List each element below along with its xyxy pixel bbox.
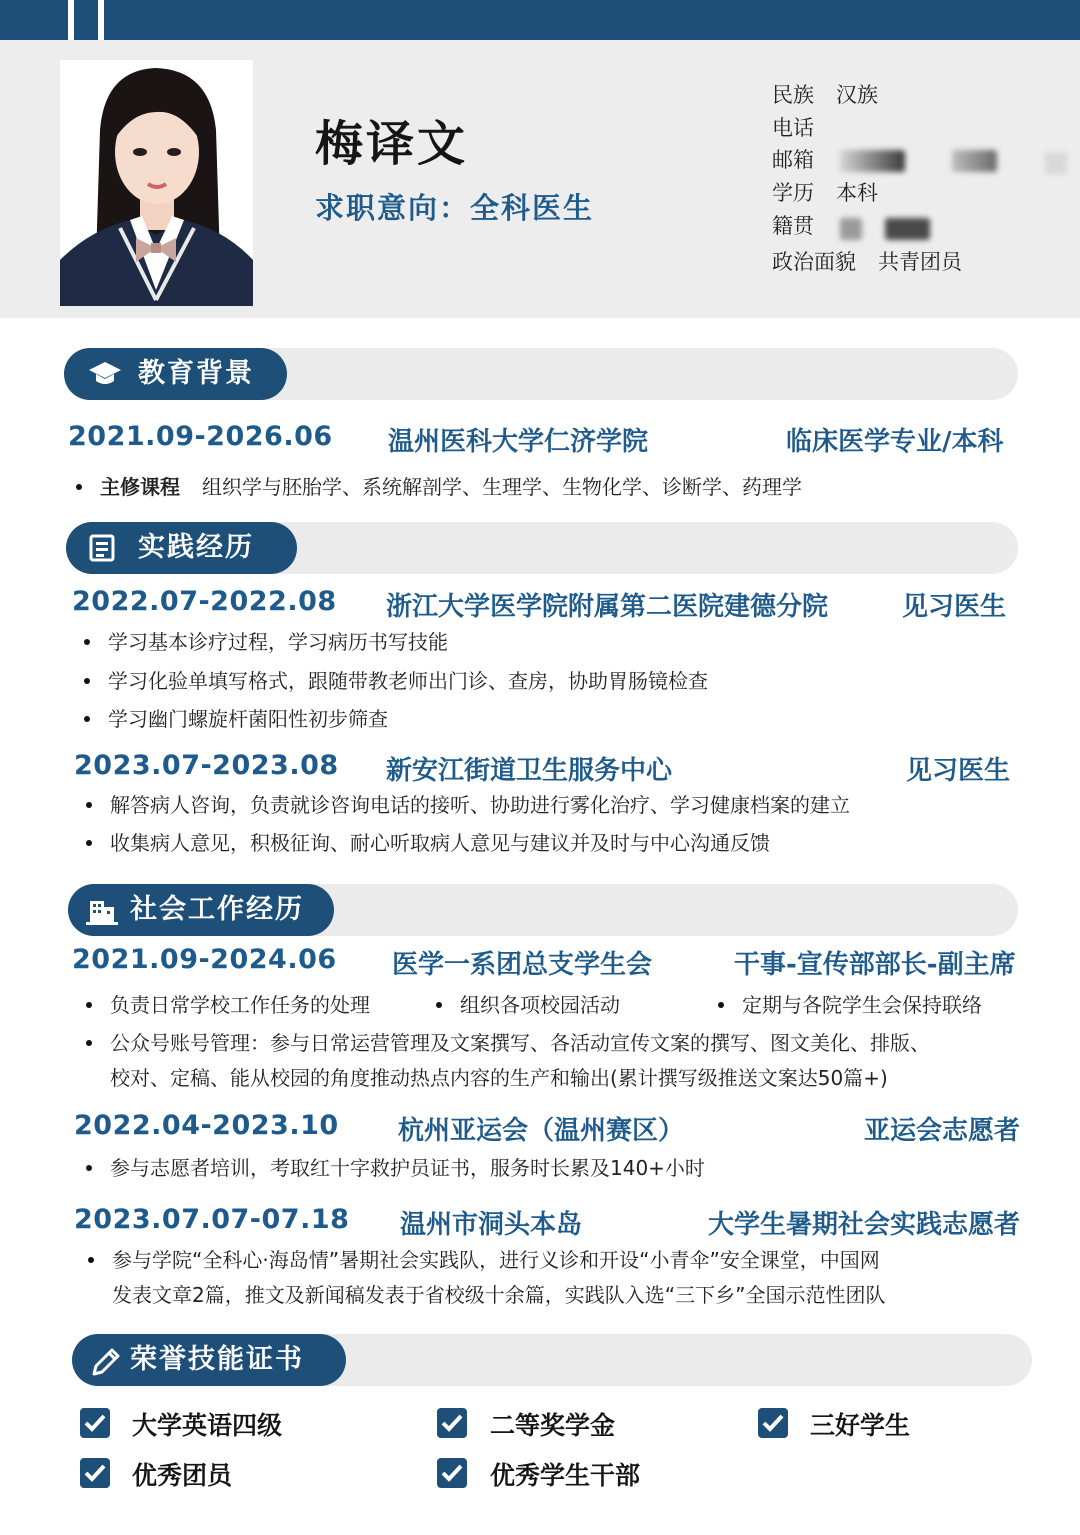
social-org: 杭州亚运会（温州赛区） <box>398 1116 685 1146</box>
bullet-dot <box>718 1002 724 1008</box>
bullet-text: 负责日常学校工作任务的处理 <box>110 993 370 1017</box>
checkbox-checked-icon <box>758 1408 788 1438</box>
redacted-email <box>952 150 997 172</box>
social-role: 亚运会志愿者 <box>864 1116 1021 1146</box>
bullet-dot <box>86 1165 92 1171</box>
bullet-dot <box>86 1040 92 1046</box>
job-intent: 求职意向：全科医生 <box>315 191 595 225</box>
social-bullet-continuation: 校对、定稿、能从校园的角度推动热点内容的生产和输出(累计撰写级推送文案达50篇+) <box>110 1066 888 1090</box>
redacted-hometown <box>885 218 930 240</box>
bullet-text: 收集病人意见，积极征询、耐心听取病人意见与建议并及时与中心沟通反馈 <box>110 831 770 855</box>
bullet-dot <box>436 1002 442 1008</box>
social-role: 大学生暑期社会实践志愿者 <box>708 1210 1021 1240</box>
certificate-item: 三好学生 <box>810 1411 911 1440</box>
social-role: 干事-宣传部部长-副主席 <box>734 950 1016 980</box>
bullet-text: 学习幽门螺旋杆菌阳性初步筛查 <box>108 707 388 731</box>
practice-date: 2023.07-2023.08 <box>74 750 339 781</box>
bullet-text: 学习化验单填写格式，跟随带教老师出门诊、查房，协助胃肠镜检查 <box>108 669 708 693</box>
info-label: 政治面貌 <box>772 250 856 274</box>
section-title-practice: 实践经历 <box>66 522 297 574</box>
certificate-item: 优秀学生干部 <box>490 1461 641 1490</box>
social-bullet <box>460 990 620 1020</box>
bullet-dot <box>84 678 90 684</box>
bullet-text: 学习基本诊疗过程，学习病历书写技能 <box>108 630 448 654</box>
edu-date: 2021.09-2026.06 <box>68 421 333 452</box>
bullet-text: 组织各项校园活动 <box>460 993 620 1017</box>
info-value: 本科 <box>836 181 878 205</box>
social-bullet-continuation: 发表文章2篇，推文及新闻稿发表于省校级十余篇，实践队入选“三下乡”全国示范性团队 <box>112 1283 886 1307</box>
bullet-text: 参与学院“全科心·海岛情”暑期社会实践队，进行义诊和开设“小青伞”安全课堂，中国网 <box>112 1248 880 1272</box>
redacted-email <box>840 150 905 172</box>
bullet-dot <box>76 484 82 490</box>
section-title-education: 教育背景 <box>64 348 287 400</box>
edu-school: 温州医科大学仁济学院 <box>388 427 649 457</box>
practice-org: 浙江大学医学院附属第二医院建德分院 <box>386 592 829 622</box>
section-title-social: 社会工作经历 <box>68 884 334 936</box>
info-label: 电话 <box>772 116 814 140</box>
social-date: 2021.09-2024.06 <box>72 944 337 975</box>
clipboard-list-icon <box>88 534 118 562</box>
top-bar <box>0 0 1080 40</box>
practice-role: 见习医生 <box>902 592 1007 622</box>
social-org: 医学一系团总支学生会 <box>392 950 653 980</box>
bullet-dot <box>86 802 92 808</box>
practice-org: 新安江街道卫生服务中心 <box>386 756 673 786</box>
checkbox-checked-icon <box>437 1408 467 1438</box>
pen-icon <box>90 1346 122 1376</box>
social-bullet <box>110 1028 930 1058</box>
profile-photo <box>60 60 253 306</box>
info-phone <box>772 113 836 143</box>
practice-bullet <box>108 627 448 657</box>
social-bullet <box>112 1245 880 1275</box>
edu-major: 临床医学专业/本科 <box>786 427 1004 457</box>
building-icon <box>86 895 118 925</box>
certificate-item: 优秀团员 <box>132 1461 233 1490</box>
redacted-email <box>1045 152 1067 174</box>
bullet-text: 定期与各院学生会保持联络 <box>742 993 982 1017</box>
info-label: 邮箱 <box>772 148 814 172</box>
info-education <box>772 178 878 208</box>
info-political-status <box>772 247 962 277</box>
bullet-dot <box>84 639 90 645</box>
course-label: 主修课程 <box>100 475 180 499</box>
social-bullet <box>742 990 982 1020</box>
certificate-item: 大学英语四级 <box>132 1411 283 1440</box>
checkbox-checked-icon <box>80 1458 110 1488</box>
bullet-dot <box>86 1002 92 1008</box>
checkbox-checked-icon <box>437 1458 467 1488</box>
info-value: 汉族 <box>836 83 878 107</box>
edu-courses <box>100 472 802 502</box>
social-bullet <box>110 990 370 1020</box>
course-list: 组织学与胚胎学、系统解剖学、生理学、生物化学、诊断学、药理学 <box>202 475 802 499</box>
bullet-dot <box>88 1257 94 1263</box>
info-label: 学历 <box>772 181 814 205</box>
practice-role: 见习医生 <box>906 756 1011 786</box>
info-email <box>772 145 836 175</box>
social-date: 2023.07.07-07.18 <box>74 1204 350 1235</box>
redacted-hometown <box>840 218 862 240</box>
bullet-dot <box>86 840 92 846</box>
social-org: 温州市洞头本岛 <box>400 1210 583 1240</box>
info-label: 籍贯 <box>772 214 814 238</box>
bullet-text: 解答病人咨询，负责就诊咨询电话的接听、协助进行雾化治疗、学习健康档案的建立 <box>110 793 850 817</box>
graduation-cap-icon <box>88 360 122 388</box>
bullet-dot <box>84 716 90 722</box>
bullet-text: 公众号账号管理：参与日常运营管理及文案撰写、各活动宣传文案的撰写、图文美化、排版、 <box>110 1031 930 1055</box>
info-label: 民族 <box>772 83 814 107</box>
info-ethnicity <box>772 80 878 110</box>
info-hometown <box>772 211 836 241</box>
top-bar-notch <box>68 0 74 40</box>
candidate-name: 梅译文 <box>315 116 469 172</box>
certificate-item: 二等奖学金 <box>490 1411 616 1440</box>
practice-bullet <box>108 704 388 734</box>
social-date: 2022.04-2023.10 <box>74 1110 339 1141</box>
section-title-honors: 荣誉技能证书 <box>72 1334 346 1386</box>
social-bullet <box>110 1153 705 1183</box>
practice-bullet <box>110 828 770 858</box>
top-bar-notch <box>98 0 104 40</box>
practice-bullet <box>110 790 850 820</box>
bullet-text: 参与志愿者培训，考取红十字救护员证书，服务时长累及140+小时 <box>110 1156 705 1180</box>
info-value: 共青团员 <box>878 250 962 274</box>
practice-bullet <box>108 666 708 696</box>
checkbox-checked-icon <box>80 1408 110 1438</box>
practice-date: 2022.07-2022.08 <box>72 586 337 617</box>
